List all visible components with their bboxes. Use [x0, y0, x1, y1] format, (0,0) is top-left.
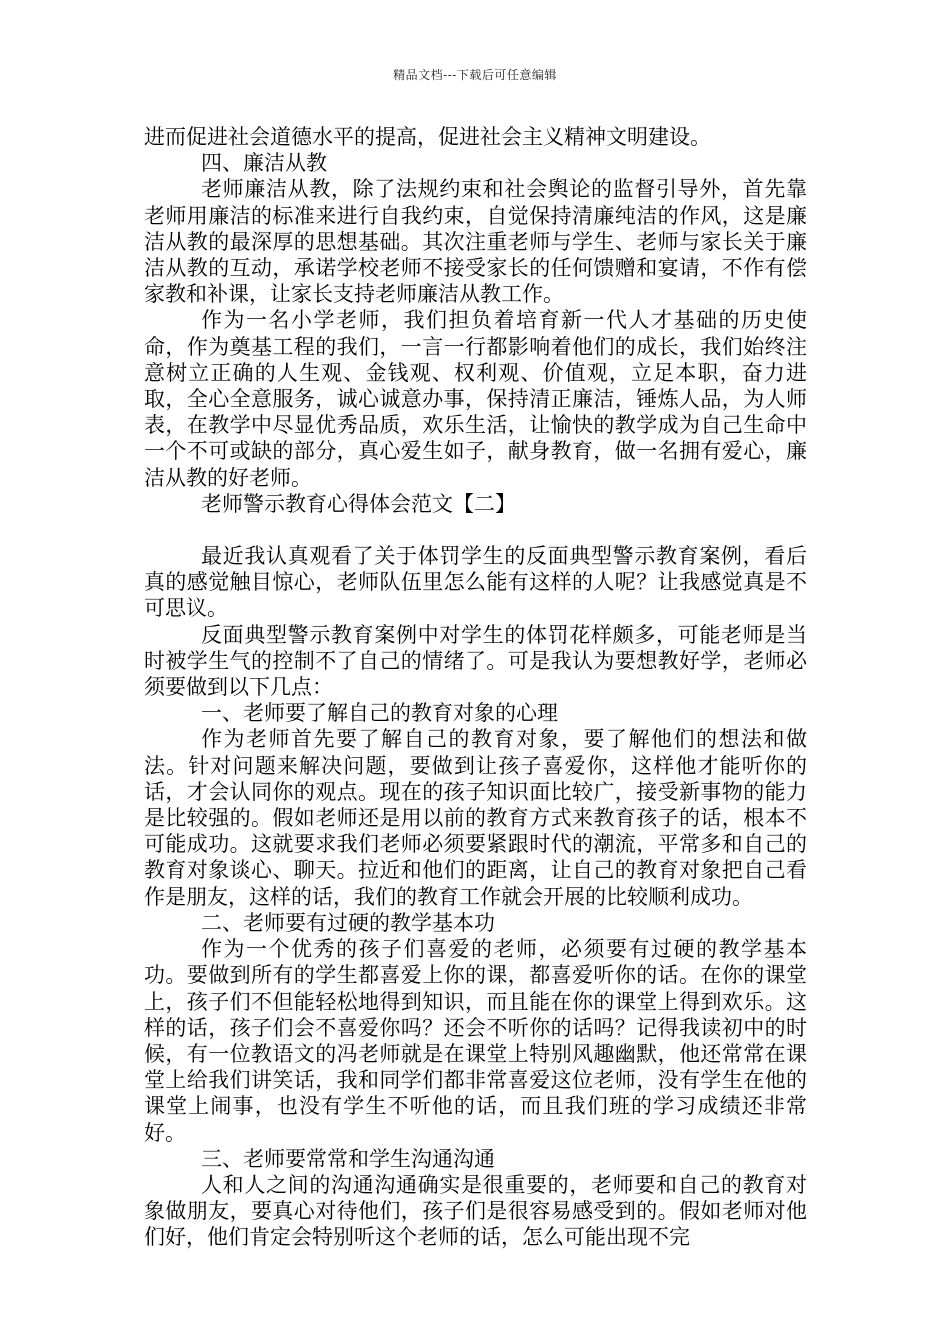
page-header: 精品文档---下载后可任意编辑 — [393, 68, 557, 82]
paragraph: 最近我认真观看了关于体罚学生的反面典型警示教育案例，看后真的感觉触目惊心，老师队伍里怎么能有这样的人呢？让我感觉真是不可思议。 — [144, 544, 807, 621]
paragraph: 老师廉洁从教，除了法规约束和社会舆论的监督引导外，首先靠老师用廉洁的标准来进行自我约束，自觉保持清廉纯洁的作风，这是廉洁从教的最深厚的思想基础。其次注重老师与学生、老师与家长关于廉洁从教的互动，承诺学校老师不接受家长的任何馈赠和宴请，不作有偿家教和补课，让家长支持老师廉洁从教工作。 — [144, 177, 807, 307]
section-heading-communication: 三、老师要常常和学生沟通沟通 — [201, 1146, 495, 1171]
section-heading-integrity: 四、廉洁从教 — [201, 151, 327, 176]
document-body — [144, 124, 807, 1251]
paragraph: 作为一名小学老师，我们担负着培育新一代人才基础的历史使命，作为奠基工程的我们，一言一行都影响着他们的成长，我们始终注意树立正确的人生观、金钱观、权利观、价值观，立足本职，奋力进取，全心全意服务，诚心诚意办事，保持清正廉洁，锤炼人品，为人师表，在教学中尽显优秀品质，欢乐生活，让愉快的教学成为自己生命中一个不可或缺的部分，真心爱生如子，献身教育，做一名拥有爱心，廉洁从教的好老师。 — [144, 308, 807, 490]
essay-title-two: 老师警示教育心得体会范文【二】 — [201, 491, 516, 516]
paragraph: 人和人之间的沟通沟通确实是很重要的，老师要和自己的教育对象做朋友，要真心对待他们，孩子们是很容易感受到的。假如老师对他们好，他们肯定会特别听这个老师的话，怎么可能出现不完 — [144, 1172, 807, 1250]
paragraph: 作为一个优秀的孩子们喜爱的老师，必须要有过硬的教学基本功。要做到所有的学生都喜爱上你的课，都喜爱听你的话。在你的课堂上，孩子们不但能轻松地得到知识，而且能在你的课堂上得到欢乐。这样的话，孩子们会不喜爱你吗？还会不听你的话吗？记得我读初中的时候，有一位教语文的冯老师就是在课堂上特别风趣幽默，他还常常在课堂上给我们讲笑话，我和同学们都非常喜爱这位老师，没有学生在他的课堂上闹事，也没有学生不听他的话，而且我们班的学习成绩还非常好。 — [144, 937, 807, 1145]
section-heading-psychology: 一、老师要了解自己的教育对象的心理 — [201, 701, 558, 726]
blank-line — [144, 517, 807, 543]
paragraph: 反面典型警示教育案例中对学生的体罚花样颇多，可能老师是当时被学生气的控制不了自己的情绪了。可是我认为要想教好学，老师必须要做到以下几点： — [144, 622, 807, 700]
section-heading-skills: 二、老师要有过硬的教学基本功 — [201, 910, 495, 935]
paragraph: 进而促进社会道德水平的提高，促进社会主义精神文明建设。 — [144, 125, 711, 149]
paragraph: 作为老师首先要了解自己的教育对象，要了解他们的想法和做法。针对问题来解决问题，要做到让孩子喜爱你，这样他才能听你的话，才会认同你的观点。现在的孩子知识面比较广，接受新事物的能力是比较强的。假如老师还是用以前的教育方式来教育孩子的话，根本不可能成功。这就要求我们老师必须要紧跟时代的潮流，平常多和自己的教育对象谈心、聊天。拉近和他们的距离，让自己的教育对象把自己看作是朋友，这样的话，我们的教育工作就会开展的比较顺利成功。 — [144, 727, 807, 909]
